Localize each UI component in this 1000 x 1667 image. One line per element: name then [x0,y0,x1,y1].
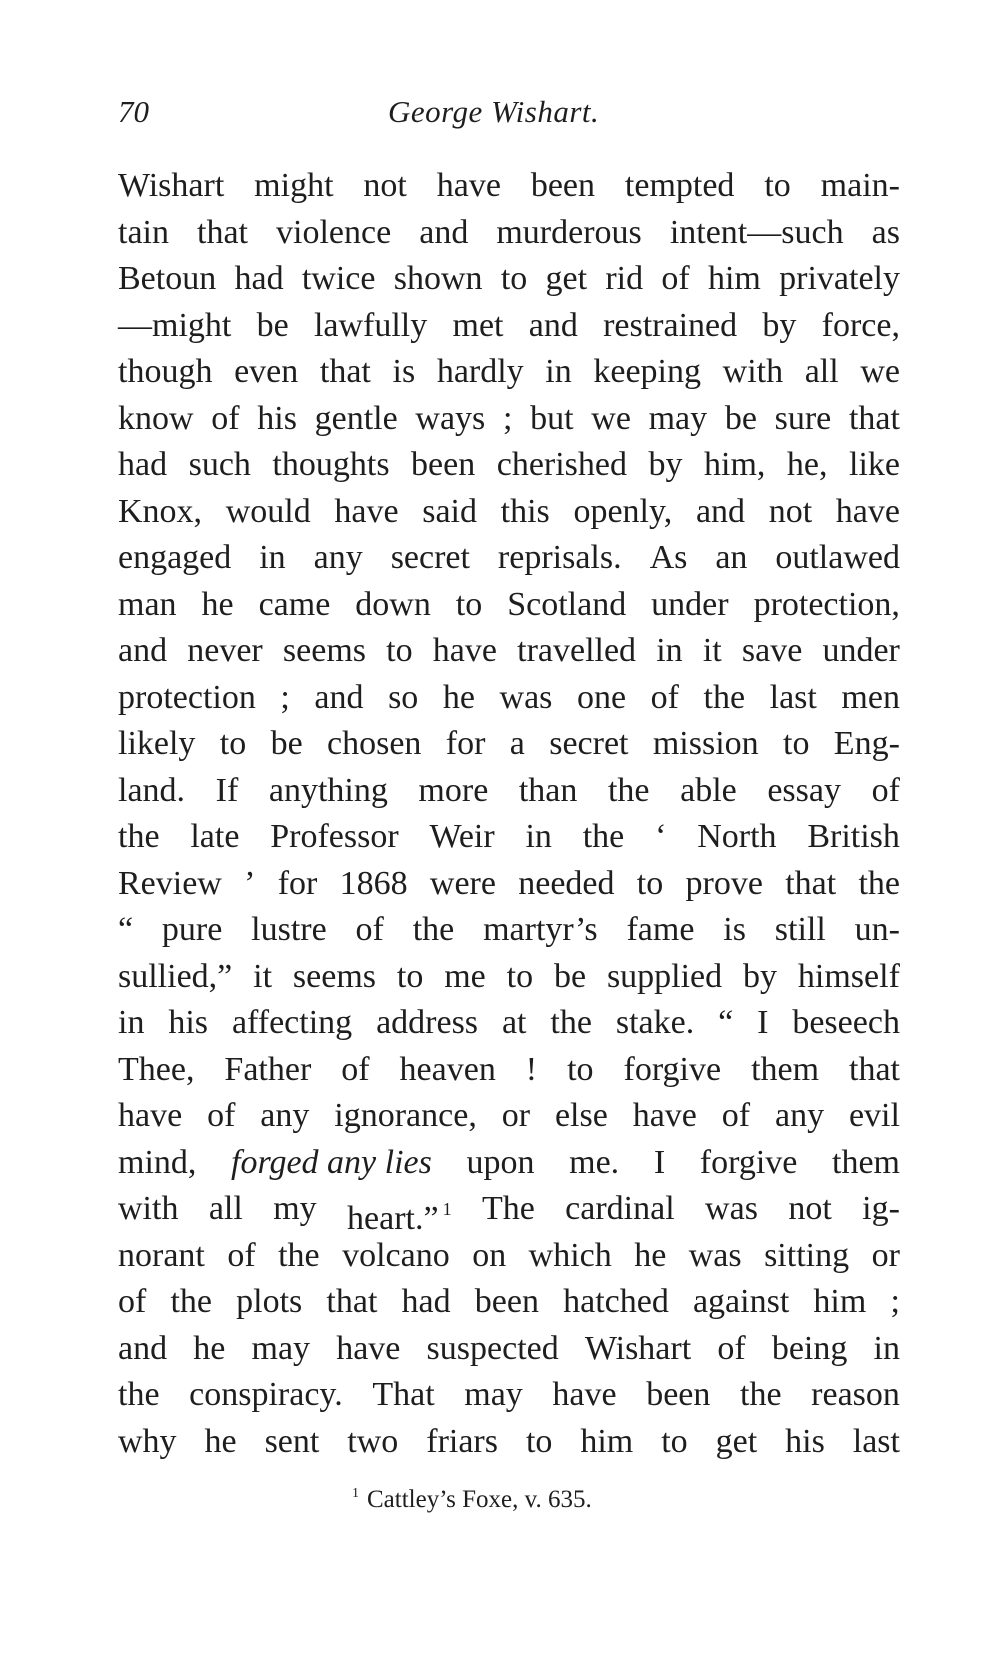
text-line: in his affecting address at the stake. “ I beseech [118,1004,900,1041]
text-line: though even that is hardly in keeping with all we [118,353,900,390]
text-line: Knox, would have said this openly, and not have [118,492,900,530]
footnote-text: Cattley’s Foxe, v. 635. [367,1486,592,1513]
text-line: norant of the volcano on which he was sitting or [118,1236,900,1274]
text-line: of the plots that had been hatched against him ; [118,1283,900,1320]
text-line: land. If anything more than the able essay of [118,771,900,809]
text-line: Betoun had twice shown to get rid of him privately [118,260,900,297]
text-line: —might be lawfully met and restrained by force, [118,306,900,344]
text-line: and never seems to have travelled in it save under [118,632,900,669]
footnote-marker: 1 [352,1486,359,1501]
text-line: the conspiracy. That may have been the reason [118,1376,900,1413]
text-line: and he may have suspected Wishart of being in [118,1329,900,1367]
body-text [118,163,900,1465]
text-line: engaged in any secret reprisals. As an outlawed [118,539,900,576]
text-line: protection ; and so he was one of the last men [118,678,900,716]
text-line: sullied,” it seems to me to be supplied by himself [118,957,900,995]
text-line: had such thoughts been cherished by him, he, like [118,446,900,483]
page-number: 70 [118,94,149,129]
text-line: tain that violence and murderous intent—such as [118,213,900,251]
text-line: Thee, Father of heaven ! to forgive them that [118,1050,900,1088]
text-line: Review ’ for 1868 were needed to prove that the [118,864,900,902]
text-line: have of any ignorance, or else have of any evil [118,1097,900,1134]
text-line: man he came down to Scotland under protection, [118,585,900,623]
running-title: George Wishart. [388,94,600,129]
page-header [118,94,898,144]
footnote [352,1486,592,1514]
text-line: why he sent two friars to him to get his last [118,1422,900,1460]
footnote-reference: 1 [442,1199,452,1219]
text-line: the late Professor Weir in the ‘ North British [118,818,900,855]
text-line: “ pure lustre of the martyr’s fame is still un- [118,911,900,948]
text-line: mind, forged any lies upon me. I forgive them [118,1143,900,1181]
text-line: know of his gentle ways ; but we may be sure that [118,399,900,437]
text-line: with all my heart.” $^1$ The cardinal was not ig- [118,1190,900,1237]
text-line: likely to be chosen for a secret mission to Eng- [118,725,900,762]
text-line: Wishart might not have been tempted to main- [118,167,900,204]
